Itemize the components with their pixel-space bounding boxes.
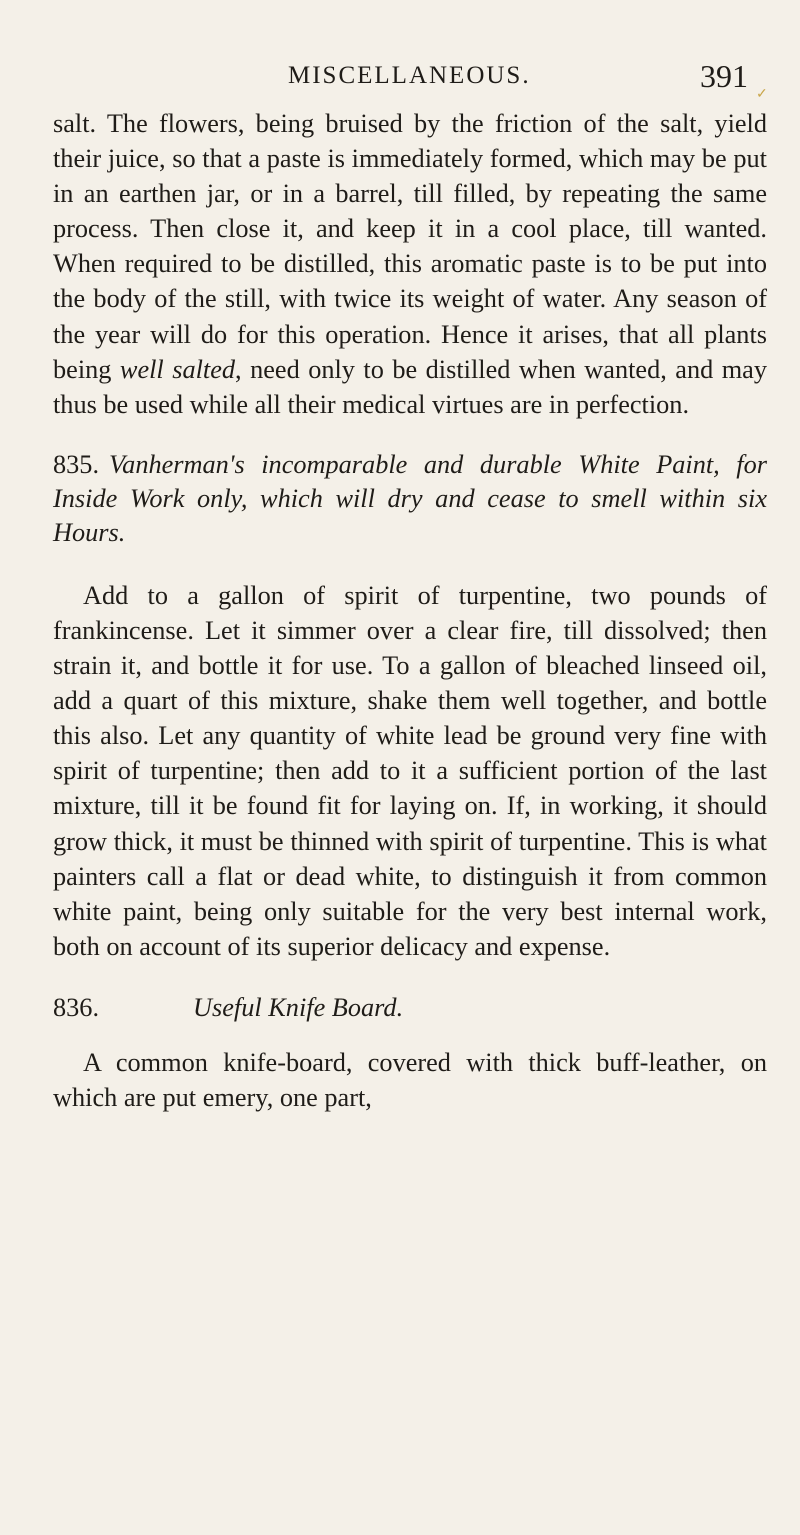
text-block — [53, 106, 767, 1115]
entry-heading-835 — [53, 448, 767, 550]
continuation-paragraph — [53, 106, 767, 422]
running-head — [0, 58, 800, 102]
running-title: MISCELLANEOUS. — [288, 62, 531, 89]
entry-title-836: Useful Knife Board. — [193, 992, 404, 1022]
entry-number-836: 836. — [53, 992, 100, 1022]
entry-number-835: 835. — [53, 449, 100, 479]
page-number: 391 — [700, 58, 748, 94]
continuation-emphasis: well salted — [119, 354, 236, 384]
entry-title-835: Vanherman's incomparable and durable White Paint, for Inside Work only, which will dry and cease to smell within six Hours. — [53, 449, 767, 547]
continuation-text-after: , need only to be distilled when wanted, and may thus be used while all their medical virtues are in perfection. — [53, 354, 768, 419]
entry-text-835: Add to a gallon of spirit of turpentine, two pounds of frankincense. Let it simmer over a clear fire, till dissolved; then strain it, and bottle it for use. To a gallon of bleached linseed oil, add a quart of this mixture, shake them well together, and bottle this also. Let any quantity of white lead be ground very fine with spirit of turpentine; then add to it a sufficient portion of the last mixture, till it be found fit for laying on. If, in working, it should grow thick, it must be thinned with spirit of turpentine. This is what painters call a flat or dead white, to distinguish it from common white paint, being only suitable for the very best internal work, both on account of its superior delicacy and expense. — [53, 580, 767, 961]
entry-heading-836 — [53, 990, 767, 1025]
pencil-check-mark: ✓ — [756, 87, 768, 102]
continuation-text-before: salt. The flowers, being bruised by the friction of the salt, yield their juice, so that a paste is immediately formed, which may be put in an earthen jar, or in a barrel, till filled, by repeating the same process. Then close it, and keep it in a cool place, till wanted. When required to be distilled, this aromatic paste is to be put into the body of the still, with twice its weight of water. Any season of the year will do for this operation. Hence it arises, that all plants being — [53, 109, 767, 384]
entry-text-836: A common knife-board, covered with thick buff-leather, on which are put emery, one part, — [53, 1047, 767, 1113]
